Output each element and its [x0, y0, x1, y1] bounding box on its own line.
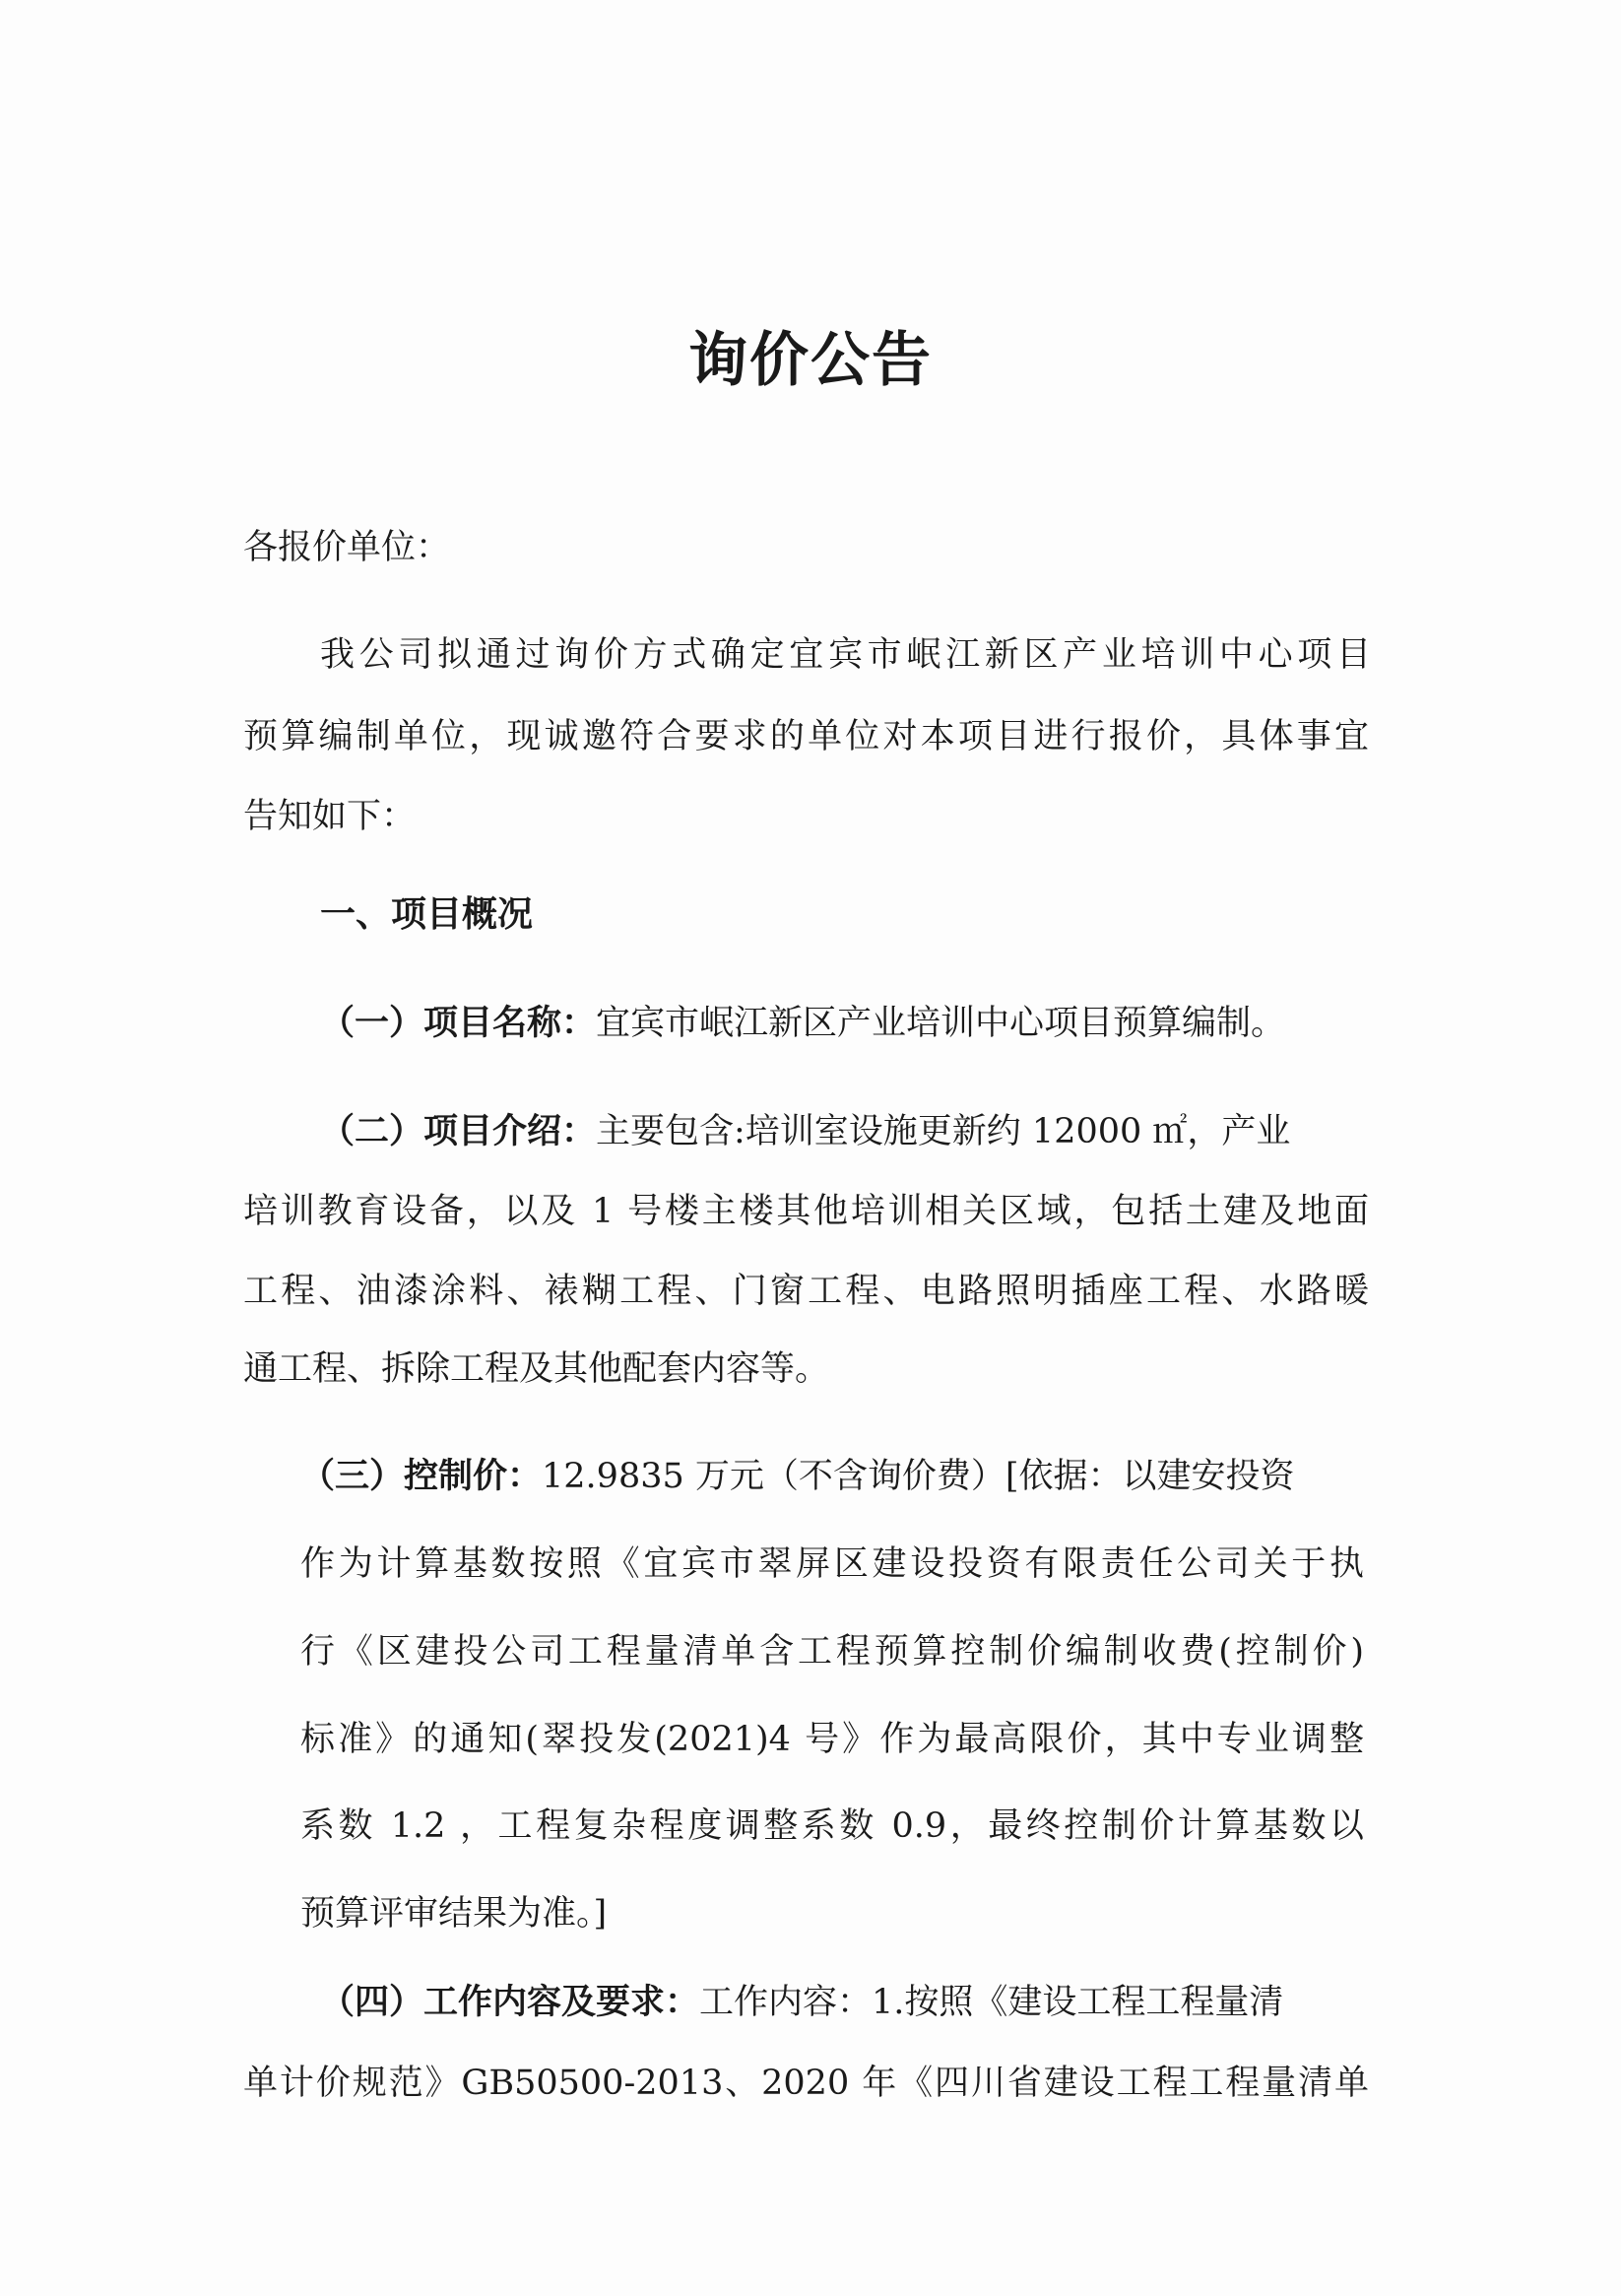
- item-control-price: [300, 1454, 1295, 1499]
- item-control-price-line-3: 行《区建投公司工程量清单含工程预算控制价编制收费(控制价): [300, 1632, 1364, 1672]
- item-control-price-line-4: 标准》的通知(翠投发(2021)4 号》作为最高限价，其中专业调整: [300, 1720, 1364, 1759]
- item-project-intro: [320, 1109, 1290, 1154]
- document-title: 询价公告: [688, 326, 933, 395]
- section-heading-project-overview: 一、项目概况: [320, 894, 534, 935]
- item-control-price-line-2: 作为计算基数按照《宜宾市翠屏区建设投资有限责任公司关于执: [300, 1544, 1364, 1584]
- item-work-content-label: （四）工作内容及要求：: [320, 1983, 700, 2022]
- item-project-intro-line-4: 通工程、拆除工程及其他配套内容等。: [243, 1349, 830, 1389]
- item-control-price-text: 12.9835 万元（不含询价费）[依据：以建安投资: [542, 1457, 1295, 1496]
- item-project-intro-text: 主要包含:培训室设施更新约 12000 ㎡，产业: [596, 1112, 1291, 1151]
- item-work-content-text: 工作内容：1.按照《建设工程工程量清: [699, 1983, 1284, 2022]
- item-project-intro-line-2: 培训教育设备，以及 1 号楼主楼其他培训相关区域，包括土建及地面: [243, 1192, 1369, 1231]
- item-project-name: [320, 1001, 1285, 1046]
- item-work-content: [320, 1980, 1283, 2025]
- salutation: 各报价单位：: [243, 528, 451, 567]
- item-control-price-line-5: 系数 1.2 ，工程复杂程度调整系数 0.9，最终控制价计算基数以: [300, 1806, 1364, 1846]
- item-project-name-text: 宜宾市岷江新区产业培训中心项目预算编制。: [596, 1004, 1286, 1043]
- intro-line-2: 预算编制单位，现诚邀符合要求的单位对本项目进行报价，具体事宜: [243, 717, 1369, 756]
- item-project-intro-label: （二）项目介绍：: [320, 1111, 597, 1151]
- item-control-price-label: （三）控制价：: [300, 1457, 543, 1496]
- item-work-content-line-2: 单计价规范》GB50500-2013、2020 年《四川省建设工程工程量清单: [243, 2064, 1369, 2103]
- item-project-name-label: （一）项目名称：: [320, 1003, 597, 1043]
- item-project-intro-line-3: 工程、油漆涂料、裱糊工程、门窗工程、电路照明插座工程、水路暖: [243, 1272, 1369, 1311]
- intro-line-3: 告知如下：: [243, 797, 417, 836]
- intro-line-1: 我公司拟通过询价方式确定宜宾市岷江新区产业培训中心项目: [320, 635, 1371, 675]
- item-control-price-line-6: 预算评审结果为准。]: [300, 1894, 608, 1934]
